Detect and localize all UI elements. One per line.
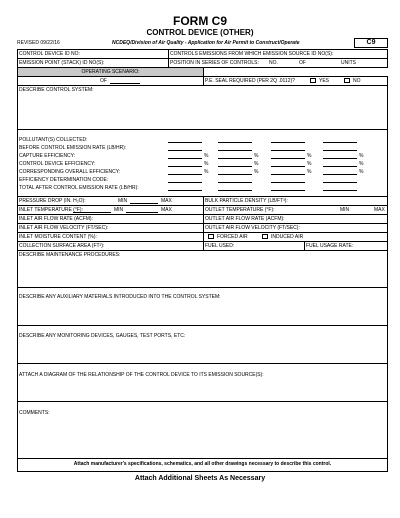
pollutant-entry-line[interactable] — [323, 142, 357, 143]
diagram-label: ATTACH A DIAGRAM OF THE RELATIONSHIP OF THE CONTROL DEVICE TO ITS EMISSION SOURCE(S): — [19, 372, 264, 378]
pollutant-entry-line[interactable] — [168, 190, 202, 191]
pollutant-entry-line[interactable] — [323, 150, 357, 151]
position-no-label: NO. — [269, 60, 278, 66]
control-device-id-label: CONTROL DEVICE ID NO: — [19, 51, 80, 57]
controls-emissions-field[interactable] — [169, 50, 388, 58]
form-code: C9 — [354, 38, 388, 48]
row-control-device-id — [18, 50, 387, 59]
fuel-usage-label: FUEL USAGE RATE: — [306, 243, 354, 249]
collection-area-label: COLLECTION SURFACE AREA (FT²): — [19, 243, 105, 249]
scenario-of-line — [110, 83, 140, 84]
pollutant-entry-line[interactable] — [323, 158, 357, 159]
pollutant-entry-line[interactable] — [323, 190, 357, 191]
pollutant-entry-line[interactable] — [218, 182, 252, 183]
pollutant-entry-line[interactable] — [168, 182, 202, 183]
revision-date: REVISED 09/22/16 — [17, 40, 60, 46]
attach-sheets-note: Attach Additional Sheets As Necessary — [134, 475, 266, 482]
percent-sign: % — [204, 153, 209, 159]
auxiliary-area[interactable] — [18, 288, 387, 326]
pollutant-entry-line[interactable] — [271, 190, 305, 191]
outlet-flow-field[interactable] — [204, 215, 388, 223]
device-efficiency-label: CONTROL DEVICE EFFICIENCY: — [19, 161, 96, 167]
inlet-temp-line-1 — [73, 212, 111, 213]
pollutant-entry-line[interactable] — [271, 150, 305, 151]
fuel-used-field[interactable] — [204, 242, 304, 250]
pressure-drop-min-line — [130, 203, 158, 204]
overall-efficiency-label: CORRESPONDING OVERALL EFFICIENCY: — [19, 169, 121, 175]
describe-control-system-area[interactable] — [18, 86, 387, 130]
footer-note: Attach manufacturer's specifications, schematics, and all other drawings necessary to describe this control. — [73, 461, 332, 467]
row-emission-point — [18, 59, 387, 68]
pressure-drop-field[interactable] — [18, 197, 203, 205]
percent-sign: % — [359, 161, 364, 167]
percent-sign: % — [359, 169, 364, 175]
emission-point-label: EMISSION POINT (STACK) ID NO(S): — [19, 60, 105, 66]
pe-seal-label: P.E. SEAL REQUIRED (PER 2Q .0112)? — [205, 78, 295, 84]
row-pressure-drop — [18, 197, 387, 206]
pollutant-entry-line[interactable] — [218, 166, 252, 167]
percent-sign: % — [254, 169, 259, 175]
position-series-field[interactable] — [169, 59, 388, 67]
percent-sign: % — [359, 153, 364, 159]
inlet-temp-max-label: MAX — [161, 207, 172, 213]
outlet-flow-label: OUTLET AIR FLOW RATE (ACFM): — [205, 216, 285, 222]
pollutants-collected-label: POLLUTANT(S) COLLECTED: — [19, 137, 88, 143]
emission-point-field[interactable] — [18, 59, 168, 67]
controls-emissions-label: CONTROLS EMISSIONS FROM WHICH EMISSION SOURCE ID NO(S): — [170, 51, 334, 57]
fuel-used-label: FUEL USED: — [205, 243, 235, 249]
air-type-field — [204, 233, 388, 241]
position-series-label: POSITION IN SERIES OF CONTROLS: — [170, 60, 259, 66]
total-after-rate-label: TOTAL AFTER CONTROL EMISSION RATE (LB/HR): — [19, 185, 139, 191]
pe-seal-yes-label: YES — [319, 78, 330, 84]
pollutant-entry-line[interactable] — [218, 174, 252, 175]
pollutant-entry-line[interactable] — [168, 142, 202, 143]
maintenance-label: DESCRIBE MAINTENANCE PROCEDURES: — [19, 252, 121, 258]
pollutant-entry-line[interactable] — [271, 158, 305, 159]
describe-control-system-label: DESCRIBE CONTROL SYSTEM: — [19, 87, 94, 93]
pollutants-block — [18, 130, 387, 197]
outlet-temperature-label: OUTLET TEMPERATURE (°F): — [205, 207, 275, 213]
row-temperature — [18, 206, 387, 215]
row-flow-velocity — [18, 224, 387, 233]
inlet-flow-field[interactable] — [18, 215, 203, 223]
pollutant-entry-line[interactable] — [271, 182, 305, 183]
pollutant-entry-line[interactable] — [271, 174, 305, 175]
percent-sign: % — [307, 161, 312, 167]
pollutant-entry-line[interactable] — [168, 158, 202, 159]
scenario-of-field[interactable] — [18, 77, 203, 85]
monitoring-area[interactable] — [18, 326, 387, 364]
inlet-moisture-field[interactable] — [18, 233, 203, 241]
row-moisture — [18, 233, 387, 242]
row-pe-seal — [18, 77, 387, 86]
control-device-id-field[interactable] — [18, 50, 168, 58]
monitoring-label: DESCRIBE ANY MONITORING DEVICES, GAUGES, TEST PORTS, ETC: — [19, 333, 186, 339]
comments-area[interactable] — [18, 402, 387, 459]
pollutant-entry-line[interactable] — [218, 150, 252, 151]
percent-sign: % — [254, 153, 259, 159]
pollutant-entry-line[interactable] — [218, 190, 252, 191]
inlet-temp-line-2 — [126, 212, 158, 213]
capture-efficiency-label: CAPTURE EFFICIENCY: — [19, 153, 76, 159]
induced-air-label: INDUCED AIR — [271, 234, 304, 240]
inlet-velocity-label: INLET AIR FLOW VELOCITY (FT/SEC): — [19, 225, 109, 231]
pe-seal-field — [204, 77, 388, 85]
percent-sign: % — [307, 153, 312, 159]
auxiliary-label: DESCRIBE ANY AUXILIARY MATERIALS INTRODUCED INTO THE CONTROL SYSTEM: — [19, 294, 221, 300]
forced-air-checkbox[interactable] — [208, 234, 214, 239]
comments-label: COMMENTS: — [19, 410, 50, 416]
pollutant-entry-line[interactable] — [168, 150, 202, 151]
inlet-velocity-field[interactable] — [18, 224, 203, 232]
percent-sign: % — [254, 161, 259, 167]
pollutant-entry-line[interactable] — [218, 158, 252, 159]
bulk-density-field[interactable] — [204, 197, 388, 205]
outlet-temp-max-label: MAX — [374, 207, 385, 213]
percent-sign: % — [204, 161, 209, 167]
induced-air-checkbox[interactable] — [262, 234, 268, 239]
fuel-usage-field[interactable] — [305, 242, 388, 250]
row-flow-rate — [18, 215, 387, 224]
pollutant-entry-line[interactable] — [271, 166, 305, 167]
collection-area-field[interactable] — [18, 242, 203, 250]
diagram-area[interactable] — [18, 364, 387, 402]
pollutant-entry-line[interactable] — [168, 166, 202, 167]
pressure-drop-label: PRESSURE DROP (IN. H₂O): — [19, 198, 86, 204]
pressure-drop-max-label: MAX — [161, 198, 172, 204]
outlet-temp-min-label: MIN — [340, 207, 350, 213]
outlet-temperature-field[interactable] — [204, 206, 388, 214]
determination-code-label: EFFICIENCY DETERMINATION CODE: — [19, 177, 109, 183]
inlet-moisture-label: INLET MOISTURE CONTENT (%): — [19, 234, 97, 240]
inlet-flow-label: INLET AIR FLOW RATE (ACFM): — [19, 216, 93, 222]
pollutant-entry-line[interactable] — [218, 142, 252, 143]
position-of-label: OF — [299, 60, 306, 66]
form-subtitle: CONTROL DEVICE (OTHER) — [146, 28, 254, 37]
position-units-label: UNITS — [341, 60, 356, 66]
percent-sign: % — [204, 169, 209, 175]
pe-seal-no-label: NO — [353, 78, 361, 84]
pollutant-entry-line[interactable] — [168, 174, 202, 175]
pe-seal-yes-checkbox[interactable] — [310, 78, 316, 83]
pollutant-entry-line[interactable] — [271, 142, 305, 143]
agency-title: NCDEQ/Division of Air Quality - Application for Air Permit to Construct/Operate — [112, 40, 300, 46]
outlet-velocity-field[interactable] — [204, 224, 388, 232]
pollutant-entry-line[interactable] — [323, 166, 357, 167]
form-body — [17, 49, 388, 472]
form-title: FORM C9 — [173, 14, 227, 28]
operating-scenario-label: OPERATING SCENARIO: — [81, 69, 140, 75]
pollutant-entry-line[interactable] — [323, 182, 357, 183]
inlet-temperature-field[interactable] — [18, 206, 203, 214]
pressure-drop-min-label: MIN — [118, 198, 128, 204]
inlet-temperature-label: INLET TEMPERATURE (°F): — [19, 207, 83, 213]
scenario-of-label: OF — [100, 78, 107, 84]
forced-air-label: FORCED AIR — [217, 234, 248, 240]
before-rate-label: BEFORE CONTROL EMISSION RATE (LB/HR): — [19, 145, 127, 151]
pollutant-entry-line[interactable] — [323, 174, 357, 175]
maintenance-area[interactable] — [18, 251, 387, 288]
pe-seal-no-checkbox[interactable] — [344, 78, 350, 83]
operating-scenario-blank — [204, 68, 388, 76]
row-operating-scenario — [18, 68, 387, 77]
bulk-density-label: BULK PARTICLE DENSITY (LB/FT³): — [205, 198, 288, 204]
outlet-velocity-label: OUTLET AIR FLOW VELOCITY (FT/SEC): — [205, 225, 300, 231]
percent-sign: % — [307, 169, 312, 175]
row-collection-area — [18, 242, 387, 251]
inlet-temp-min-label: MIN — [114, 207, 124, 213]
